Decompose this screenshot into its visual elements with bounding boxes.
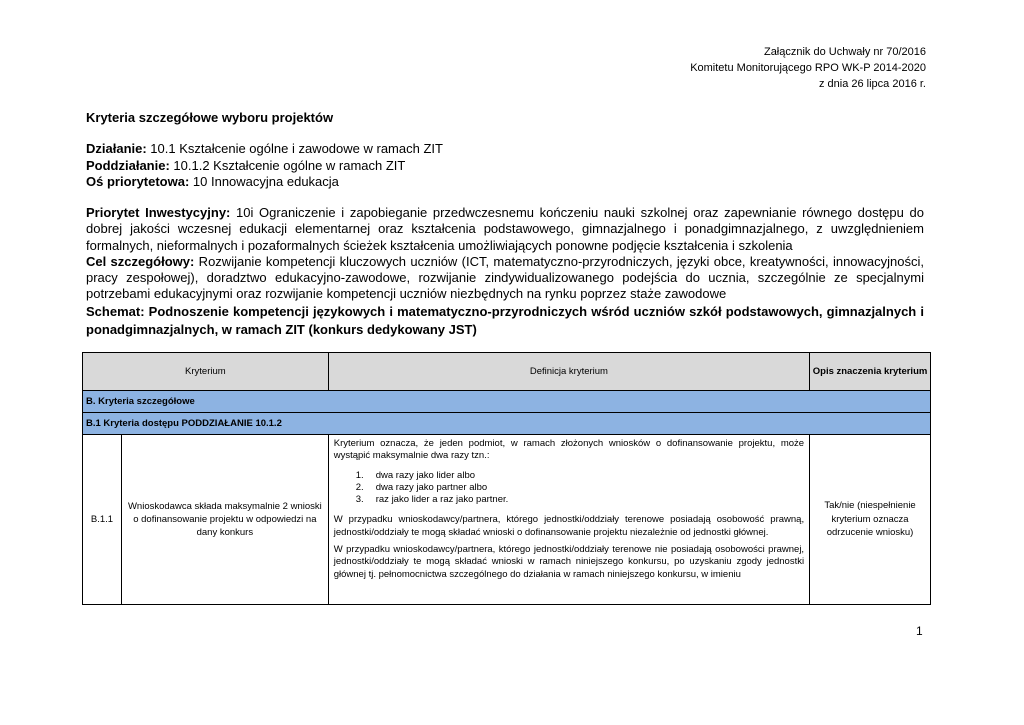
cel-label: Cel szczegółowy: xyxy=(86,253,195,269)
dzialanie-label: Działanie: xyxy=(86,141,147,156)
os-value: 10 Innowacyjna edukacja xyxy=(189,174,339,189)
priorytet-label: Priorytet Inwestycyjny: xyxy=(86,205,231,220)
definition-paragraph-2: W przypadku wnioskodawcy/partnera, którego jednostki/oddziały terenowe posiadają osobowość prawną, jednostki/oddziały te mogą składać wnioski o dofinansowanie projektu niezależnie od jednostki głównej. xyxy=(333,514,805,538)
list-item: 2. dwa razy jako partner albo xyxy=(355,481,488,493)
action-info xyxy=(86,141,443,191)
header-definicja: Definicja kryterium xyxy=(328,353,809,391)
priorytet-text: 10i Ograniczenie i zapobieganie przedwczesnemu kończeniu nauki szkolnej oraz zapewnianie równego dostępu do dobrej jakości wczesnej edukacji elementarnej oraz kształcenia podstawowego, gimnazjalnego i ponadgimnazjalnego, z uwzględnieniem formalnych, nieformalnych i pozaformalnych ścieżek kształcenia umożliwiających ponowne podjęcie kształcenia i szkolenia xyxy=(86,205,924,253)
criterion-name: Wnioskodawca składa maksymalnie 2 wnioski o dofinansowanie projektu w odpowiedzi na dany konkurs xyxy=(121,435,328,605)
definition-paragraph-3: W przypadku wnioskodawcy/partnera, którego jednostki/oddziały terenowe nie posiadają osobowości prawnej, jednostki/oddziały te mogą składać wnioski w ramach niniejszego konkursu, po uzyskaniu zgody jednostki głównej tj. pełnomocnictwa szczególnego do działania w ramach niniejszego konkursu, w imieniu xyxy=(333,544,805,580)
header-opis: Opis znaczenia kryterium xyxy=(810,353,931,391)
header-kryterium: Kryterium xyxy=(83,353,329,391)
description-block xyxy=(86,205,924,339)
poddzialanie-label: Poddziałanie: xyxy=(86,157,170,173)
definition-intro: Kryterium oznacza, że jeden podmiot, w ramach złożonych wniosków o dofinansowanie projektu, może wystąpić maksymalnie dwa razy tzn.: xyxy=(333,438,805,462)
header-line-2: Komitetu Monitorującego RPO WK-P 2014-2020 xyxy=(690,62,926,74)
poddzialanie-line xyxy=(86,158,443,175)
list-item: 1. dwa razy jako lider albo xyxy=(355,469,476,481)
schemat-paragraph: Schemat: Podnoszenie kompetencji językowych i matematyczno-przyrodniczych wśród uczniów szkół podstawowych, gimnazjalnych i ponadgimnazjalnych, w ramach ZIT (konkurs dedykowany JST) xyxy=(86,303,924,337)
cel-text: Rozwijanie kompetencji kluczowych uczniów (ICT, matematyczno-przyrodniczych, języki obce, kreatywności, innowacyjności, pracy zespołowej), doradztwo edukacyjno-zawodowe, rozwijanie zindywidualizowanego podejścia do ucznia, szczególnie ze specjalnymi potrzebami edukacyjnymi oraz rozwijanie kompetencji uczniów niezbędnych na rynku poprzez staże zawodowe xyxy=(86,253,924,302)
table-row xyxy=(83,435,931,605)
criteria-table xyxy=(82,352,931,605)
os-line xyxy=(86,174,443,191)
section-b-label: B. Kryteria szczegółowe xyxy=(83,391,931,413)
dzialanie-line xyxy=(86,141,443,158)
list-item: 3. raz jako lider a raz jako partner. xyxy=(355,494,509,506)
definition-list xyxy=(356,470,804,507)
dzialanie-value: 10.1 Kształcenie ogólne i zawodowe w ramach ZIT xyxy=(146,141,443,156)
os-label: Oś priorytetowa: xyxy=(86,174,190,189)
table-header-row xyxy=(83,353,931,391)
priorytet-paragraph xyxy=(86,205,924,254)
section-b1-label: B.1 Kryteria dostępu PODDZIAŁANIE 10.1.2 xyxy=(83,413,931,435)
header-line-1: Załącznik do Uchwały nr 70/2016 xyxy=(763,46,926,58)
criterion-meaning: Tak/nie (niespełnienie kryterium oznacza odrzucenie wniosku) xyxy=(810,435,931,605)
cel-paragraph xyxy=(86,254,924,303)
section-row-b1 xyxy=(83,413,931,435)
document-title: Kryteria szczegółowe wyboru projektów xyxy=(86,110,334,125)
criterion-id: B.1.1 xyxy=(83,435,122,605)
header-line-3: z dnia 26 lipca 2016 r. xyxy=(818,78,926,90)
criterion-definition xyxy=(328,435,809,605)
page-number: 1 xyxy=(916,624,923,638)
document-header xyxy=(690,44,926,92)
section-row-b xyxy=(83,391,931,413)
poddzialanie-value: 10.1.2 Kształcenie ogólne w ramach ZIT xyxy=(169,157,406,173)
